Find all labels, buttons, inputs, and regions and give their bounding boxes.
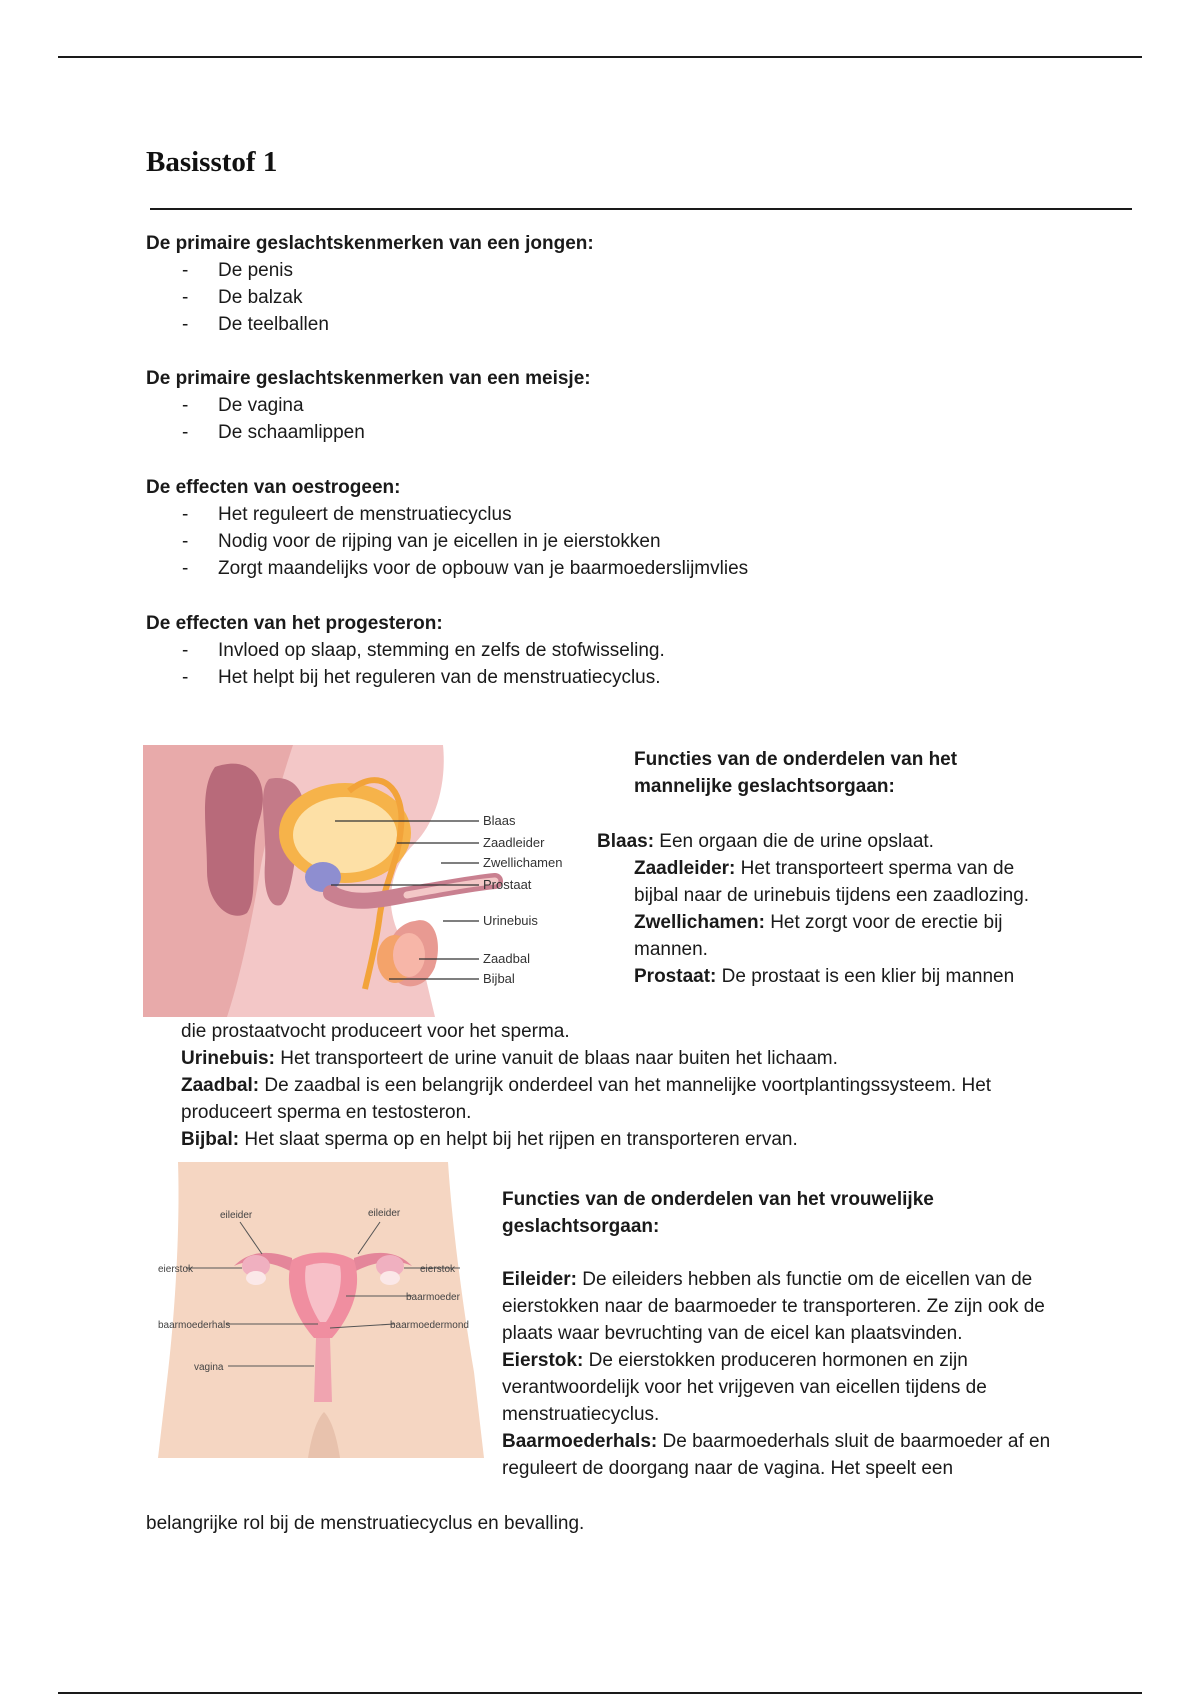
term: Zwellichamen:	[634, 912, 765, 933]
continuation: belangrijke rol bij de menstruatiecyclus en bevalling.	[146, 1513, 585, 1534]
male-heading-text: Functies van de onderdelen van het mannelijke geslachtsorgaan:	[634, 749, 958, 797]
diagram-label: Zaadbal	[483, 951, 530, 966]
term: Zaadbal:	[181, 1075, 260, 1096]
list-item: - De vagina	[182, 392, 1046, 419]
term: Bijbal:	[181, 1129, 240, 1150]
diagram-label: baarmoeder	[406, 1292, 460, 1303]
list-item: - De schaamlippen	[182, 419, 1046, 446]
female-heading	[502, 1186, 962, 1240]
definition: De eileiders hebben als functie om de eicellen van de eierstokken naar de baarmoeder te transporteren. Ze zijn ook de plaats waar bevruchting van de eicel kan plaatsvinden.	[502, 1269, 1045, 1344]
definition: Het zorgt voor de erectie bij mannen.	[634, 912, 1003, 960]
female-defs	[502, 1266, 1060, 1482]
male-defs-right	[634, 855, 1056, 990]
diagram-label: baarmoederhals	[158, 1320, 231, 1331]
list-item: - Het helpt bij het reguleren van de menstruatiecyclus.	[182, 664, 1046, 691]
term: Prostaat:	[634, 966, 717, 987]
list-item: - De balzak	[182, 284, 1046, 311]
diagram-label: Blaas	[483, 813, 516, 828]
bottom-rule	[58, 1692, 1142, 1694]
male-anatomy-diagram	[143, 745, 583, 1017]
definition: De zaadbal is een belangrijk onderdeel van het mannelijke voortplantingssysteem. Het produceert sperma en testosteron.	[181, 1075, 992, 1123]
top-rule	[58, 56, 1142, 58]
definition: De baarmoederhals sluit de baarmoeder af en reguleert de doorgang naar de vagina. Het speelt een	[502, 1431, 1051, 1479]
female-anatomy-illustration	[158, 1162, 484, 1458]
term: Eileider:	[502, 1269, 577, 1290]
term: Eierstok:	[502, 1350, 584, 1371]
continuation: die prostaatvocht produceert voor het sperma.	[181, 1021, 570, 1042]
term: Blaas:	[597, 831, 655, 852]
female-heading-text: Functies van de onderdelen van het vrouwelijke geslachtsorgaan:	[502, 1189, 934, 1237]
section-heading: De effecten van het progesteron:	[146, 613, 443, 634]
diagram-label: eileider	[220, 1210, 253, 1221]
definition: Het transporteert de urine vanuit de blaas naar buiten het lichaam.	[274, 1048, 838, 1069]
term: Zaadleider:	[634, 858, 736, 879]
list-item: - Nodig voor de rijping van je eicellen in je eierstokken	[182, 528, 1046, 555]
section-girl	[146, 365, 1046, 446]
section-oestrogeen	[146, 474, 1046, 582]
list-item: - De teelballen	[182, 311, 1046, 338]
diagram-label: baarmoedermond	[390, 1320, 469, 1331]
title-underline	[150, 208, 1132, 210]
section-heading: De primaire geslachtskenmerken van een meisje:	[146, 368, 591, 389]
section-list	[146, 392, 1046, 446]
diagram-label: eierstok	[420, 1264, 456, 1275]
term: Baarmoederhals:	[502, 1431, 658, 1452]
section-list	[146, 637, 1046, 691]
definition: De eierstokken produceren hormonen en zijn verantwoordelijk voor het vrijgeven van eicellen tijdens de menstruatiecyclus.	[502, 1350, 987, 1425]
list-item: - De penis	[182, 257, 1046, 284]
section-list	[146, 501, 1046, 582]
page-title: Basisstof 1	[146, 146, 278, 178]
diagram-label: eileider	[368, 1208, 401, 1219]
diagram-label: eierstok	[158, 1264, 194, 1275]
term: Urinebuis:	[181, 1048, 275, 1069]
female-continuation	[146, 1510, 1046, 1537]
list-item: - Invloed op slaap, stemming en zelfs de stofwisseling.	[182, 637, 1046, 664]
section-list	[146, 257, 1046, 338]
section-heading: De effecten van oestrogeen:	[146, 477, 401, 498]
definition: Het slaat sperma op en helpt bij het rijpen en transporteren ervan.	[239, 1129, 798, 1150]
definition: De prostaat is een klier bij mannen	[716, 966, 1015, 987]
definition: Een orgaan die de urine opslaat.	[654, 831, 934, 852]
female-anatomy-diagram	[158, 1162, 484, 1458]
male-blaas	[597, 828, 1057, 855]
definition: Het transporteert sperma van de bijbal naar de urinebuis tijdens een zaadlozing.	[634, 858, 1030, 906]
diagram-label: Bijbal	[483, 971, 515, 986]
diagram-label: Prostaat	[483, 877, 532, 892]
section-heading: De primaire geslachtskenmerken van een jongen:	[146, 233, 594, 254]
diagram-label: Urinebuis	[483, 913, 538, 928]
male-defs-full	[181, 1018, 1061, 1153]
list-item: - Het reguleert de menstruatiecyclus	[182, 501, 1046, 528]
section-boy	[146, 230, 1046, 338]
diagram-label: Zaadleider	[483, 835, 545, 850]
list-item: - Zorgt maandelijks voor de opbouw van je baarmoederslijmvlies	[182, 555, 1046, 582]
male-heading	[634, 746, 974, 800]
diagram-label: Zwellichamen	[483, 855, 563, 870]
section-progesteron	[146, 610, 1046, 691]
diagram-label: vagina	[194, 1362, 224, 1373]
male-anatomy-illustration	[143, 745, 583, 1017]
